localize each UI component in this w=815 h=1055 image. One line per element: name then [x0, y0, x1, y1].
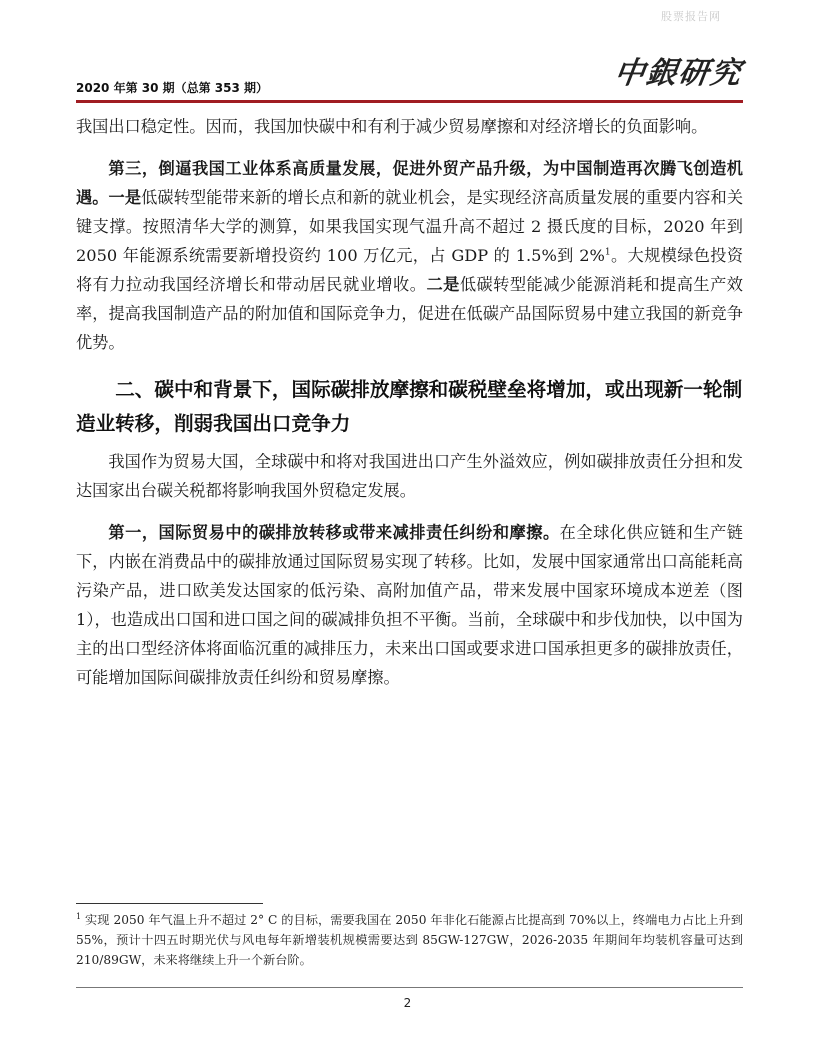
paragraph-first-point [76, 518, 743, 692]
point-marker-two: 二是 [426, 275, 460, 294]
footnote-ref[interactable]: 1 [604, 247, 611, 258]
paragraph-text: 。大规模绿色投资将有力拉动我国经济增长和带动居民就业增收。 [76, 246, 744, 294]
page-header [76, 40, 743, 102]
footnote [76, 910, 743, 970]
footnote-text: 实现 2050 年气温上升不超过 2° C 的目标，需要我国在 2050 年非化石能源占比提高到 70%以上，终端电力占比上升到 55%，预计十四五时期光伏与风电每年新增装机规模需要达到 85GW-127GW，2026-2035 年期间年均装机容量可达到 210/89GW，未来将继续上升一个新台阶。 [76, 913, 743, 967]
paragraph-intro: 我国作为贸易大国，全球碳中和将对我国进出口产生外溢效应，例如碳排放责任分担和发达国家出台碳关税都将影响我国外贸稳定发展。 [76, 452, 743, 500]
header-divider [76, 100, 743, 103]
paragraph-continuation: 我国出口稳定性。因而，我国加快碳中和有利于减少贸易摩擦和对经济增长的负面影响。 [76, 117, 708, 136]
footnote-marker: 1 [76, 911, 82, 921]
paragraph-text: 在全球化供应链和生产链下，内嵌在消费品中的碳排放通过国际贸易实现了转移。比如，发展中国家通常出口高能耗高污染产品，进口欧美发达国家的低污染、高附加值产品，带来发展中国家环境成本逆差（图 1），也造成出口国和进口国之间的碳减排负担不平衡。当前，全球碳中和步伐加快，以中国为主的出口型经济体将面临沉重的减排压力，未来出口国或要求进口国承担更多的碳排放责任，可能增加国际间碳排放责任纠纷和贸易摩擦。 [76, 523, 743, 687]
paragraph-lead: 第一，国际贸易中的碳排放转移或带来减排责任纠纷和摩擦。 [108, 523, 560, 542]
issue-number: 2020 年第 30 期（总第 353 期） [76, 81, 269, 95]
section-heading: 二、碳中和背景下，国际碳排放摩擦和碳税壁垒将增加，或出现新一轮制造业转移，削弱我国出口竞争力 [76, 378, 743, 435]
footnote-divider [76, 903, 263, 904]
page-number: 2 [403, 996, 412, 1010]
footer-divider [76, 987, 743, 988]
paragraph-text: 低碳转型能带来新的增长点和新的就业机会，是实现经济高质量发展的重要内容和关键支撑。按照清华大学的测算，如果我国实现气温升高不超过 2 摄氏度的目标，2020 年到 2050 年能源系统需要新增投资约 100 万亿元，占 GDP 的 1.5%到 2% [76, 188, 744, 265]
paragraph-text: 低碳转型能减少能源消耗和提高生产效率，提高我国制造产品的附加值和国际竞争力，促进在低碳产品国际贸易中建立我国的新竞争优势。 [76, 275, 743, 352]
watermark: 股票报告网 [661, 10, 721, 23]
paragraph-third-point [76, 154, 743, 357]
bank-logo: 中銀研究 [612, 56, 745, 91]
paragraph-lead: 第三，倒逼我国工业体系高质量发展，促进外贸产品升级，为中国制造再次腾飞创造机遇。 [76, 159, 743, 207]
article-body [76, 112, 743, 692]
point-marker-one: 一是 [108, 188, 142, 207]
